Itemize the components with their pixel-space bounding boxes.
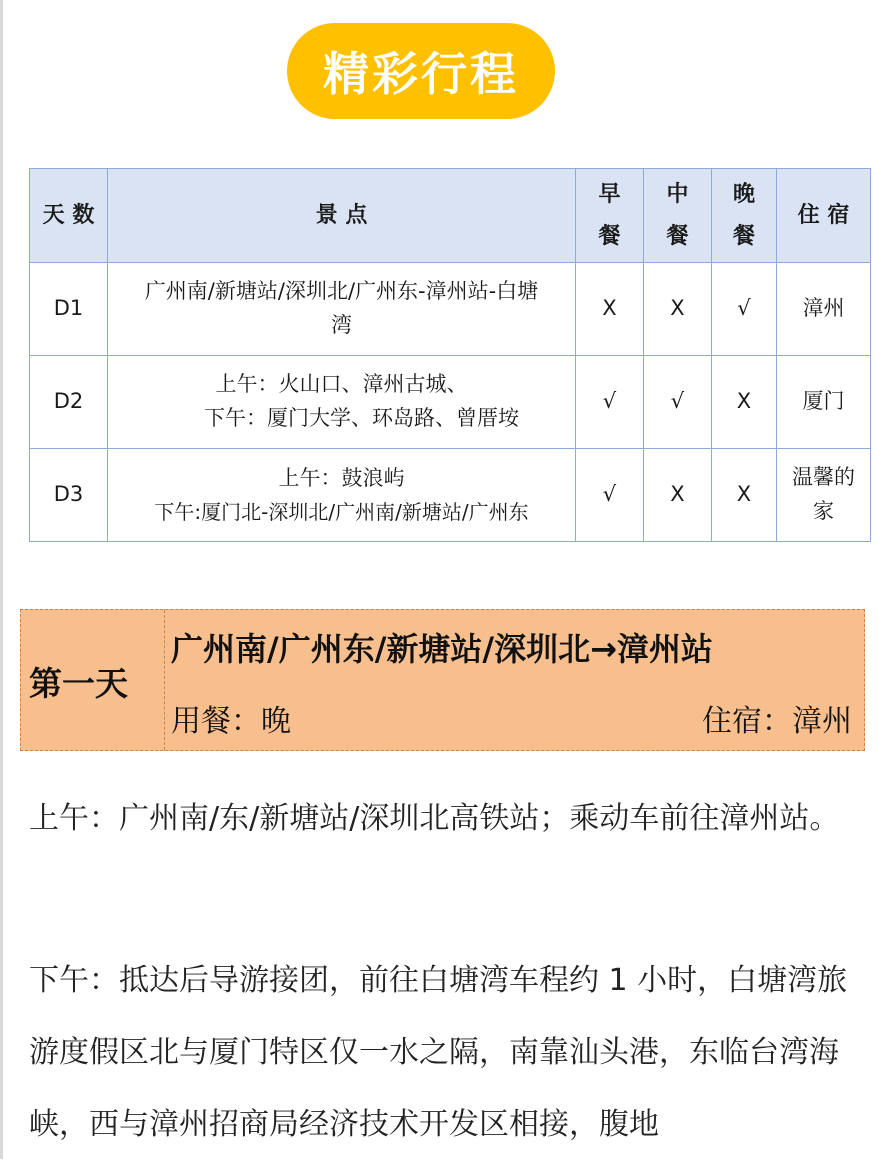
day1-divider [164,610,165,750]
day1-afternoon-paragraph: 下午：抵达后导游接团，前往白塘湾车程约 1 小时，白塘湾旅游度假区北与厦门特区仅一水之隔，南靠汕头港，东临台湾海峡，西与漳州招商局经济技术开发区相接，腹地 [29,963,848,1142]
itinerary-table [29,168,871,542]
cell-day: D2 [30,356,108,449]
title-banner [287,23,555,119]
cell-sights: 上午：火山口、漳州古城、 下午：厦门大学、环岛路、曾厝垵 [108,356,576,449]
left-edge-rule [0,0,3,1159]
cell-day: D3 [30,449,108,542]
day1-label: 第一天 [29,664,128,703]
day1-header-box [20,609,865,751]
cell-lunch: X [644,263,712,356]
table-header-row [30,169,871,263]
table-row [30,263,871,356]
table-row [30,449,871,542]
header-lunch: 中 餐 [644,169,712,263]
day1-route: 广州南/广州东/新塘站/深圳北→漳州站 [171,630,713,668]
header-dinner: 晚 餐 [712,169,777,263]
cell-dinner: X [712,356,777,449]
header-breakfast: 早 餐 [576,169,644,263]
cell-lunch: X [644,449,712,542]
day1-stay: 住宿：漳州 [702,704,852,739]
table-row [30,356,871,449]
cell-dinner: √ [712,263,777,356]
cell-stay: 漳州 [777,263,871,356]
cell-breakfast: √ [576,356,644,449]
cell-lunch: √ [644,356,712,449]
cell-stay: 温馨的 家 [777,449,871,542]
cell-sights: 广州南/新塘站/深圳北/广州东-漳州站-白塘 湾 [108,263,576,356]
cell-dinner: X [712,449,777,542]
header-stay: 住 宿 [777,169,871,263]
page-title: 精彩行程 [323,47,519,101]
header-sights: 景 点 [108,169,576,263]
cell-sights: 上午：鼓浪屿 下午:厦门北-深圳北/广州南/新塘站/广州东 [108,449,576,542]
header-day: 天 数 [30,169,108,263]
day1-morning-paragraph: 上午：广州南/东/新塘站/深圳北高铁站；乘动车前往漳州站。 [29,801,840,836]
cell-breakfast: √ [576,449,644,542]
cell-day: D1 [30,263,108,356]
day1-meal: 用餐：晚 [171,704,291,739]
cell-breakfast: X [576,263,644,356]
cell-stay: 厦门 [777,356,871,449]
